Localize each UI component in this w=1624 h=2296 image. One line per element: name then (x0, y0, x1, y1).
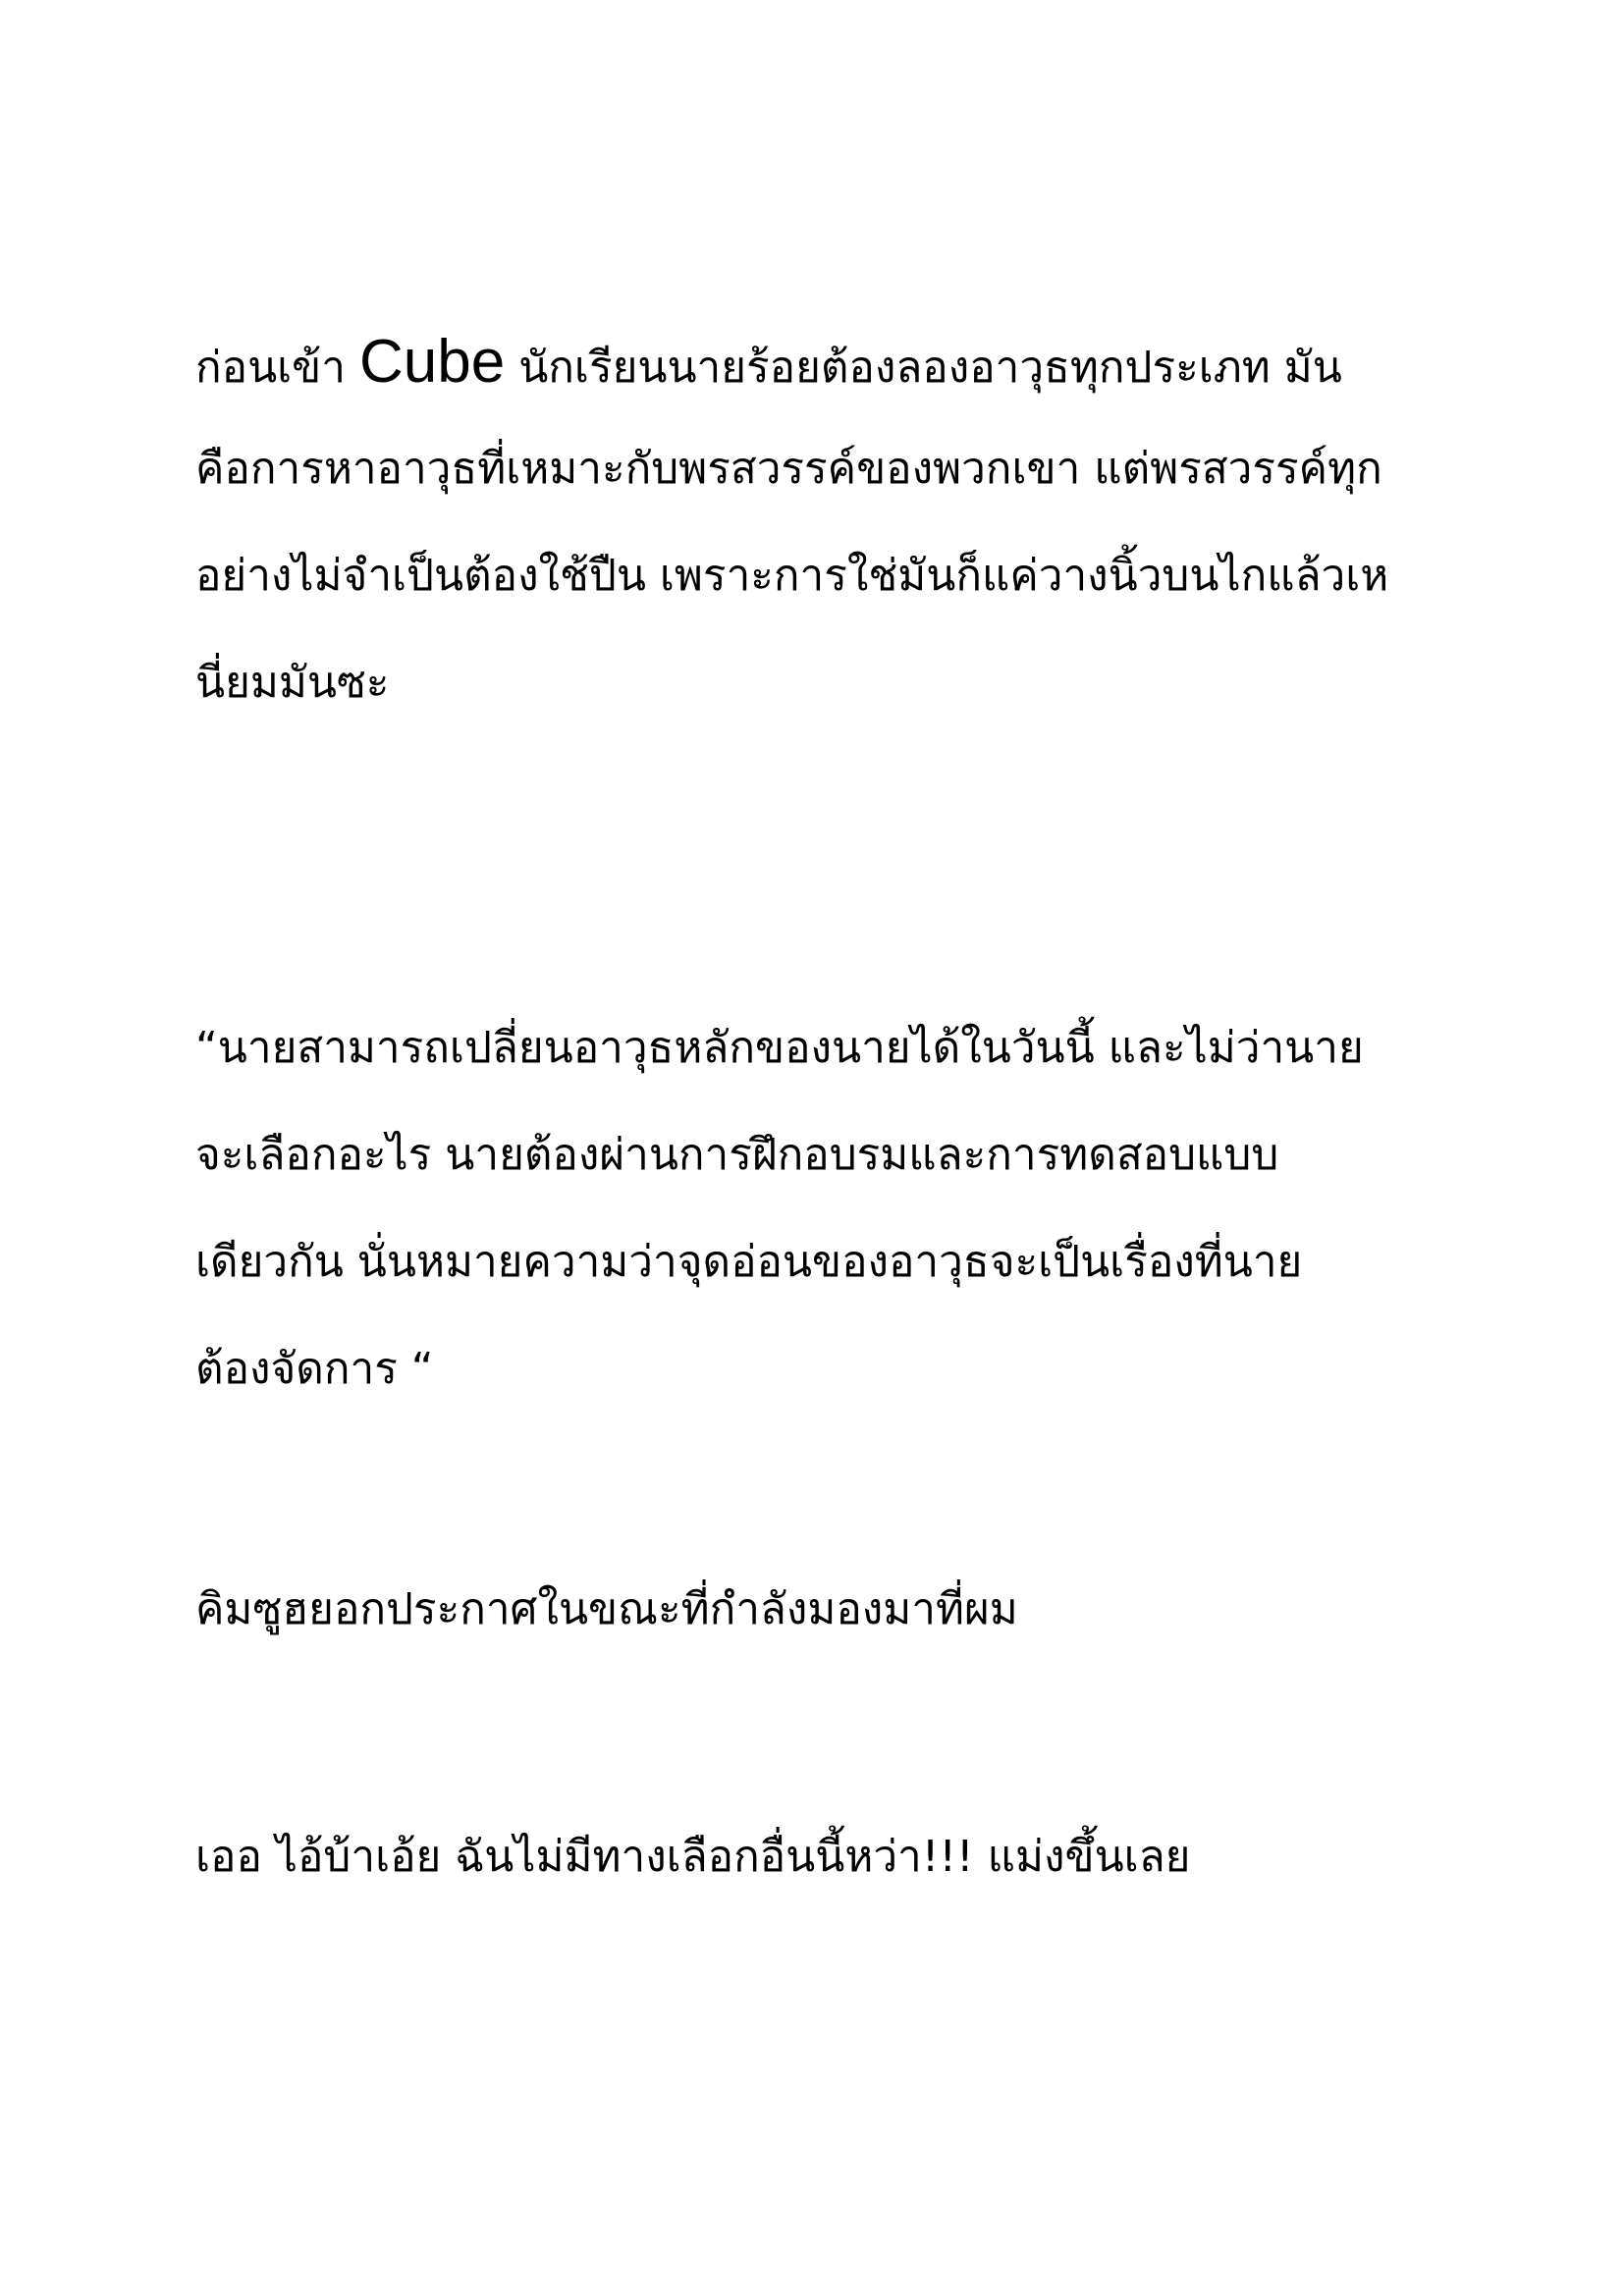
text-line: นี่ยมมันซะ (195, 658, 390, 708)
text-fragment: ก่อนเข้า (195, 343, 346, 393)
text-line: คิมซูฮยอกประกาศในขณะที่กำลังมองมาที่ผม (195, 1584, 1018, 1634)
text-line (195, 308, 1472, 415)
text-line: อย่างไม่จำเป็นต้องใช้ปืน เพราะการใช่มันก็แค่วางนิ้วบนไกแล้วเห (195, 551, 1389, 601)
text-line: จะเลือกอะไร นายต้องผ่านการฝึกอบรมและการทดสอบแบบ (195, 1130, 1279, 1180)
cube-term: Cube (358, 328, 506, 396)
paragraph-quote (195, 994, 1472, 1422)
text-line: “นายสามารถเปลี่ยนอาวุธหลักของนายได้ในวันนี้ และไม่ว่านาย (195, 1023, 1364, 1073)
paragraph-announcement (195, 1556, 1472, 1663)
paragraph-intro (195, 308, 1472, 736)
text-line: เออ ไอ้บ้าเอ้ย ฉันไม่มีทางเลือกอื่นนี้หว่า!!! แม่งขึ้นเลย (195, 1832, 1191, 1882)
text-line: เดียวกัน นั่นหมายความว่าจุดอ่อนของอาวุธจะเป็นเรื่องที่นาย (195, 1237, 1303, 1287)
text-line: คือการหาอาวุธที่เหมาะกับพรสวรรค์ของพวกเขา แต่พรสวรรค์ทุก (195, 444, 1382, 494)
text-fragment: นักเรียนนายร้อยต้องลองอาวุธทุกประเภท มัน (518, 343, 1342, 393)
text-line: ต้องจัดการ “ (195, 1344, 434, 1394)
paragraph-reaction (195, 1803, 1472, 1910)
